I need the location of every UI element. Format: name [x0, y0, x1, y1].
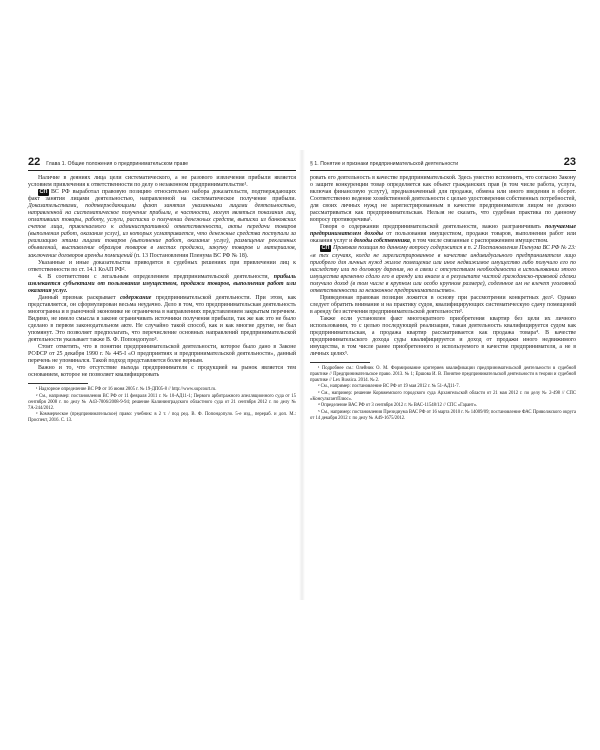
footnote-rule — [28, 383, 88, 384]
paragraph: Наличие в деяниях лица цели систематического, а не разового извлечения прибыли является условием привлечения к ответственности по делу о незаконном предпринимательстве¹. — [28, 175, 296, 189]
right-page-number: 23 — [563, 156, 576, 168]
sp-badge: СП — [321, 245, 330, 252]
footnote-rule — [310, 362, 370, 363]
book-spread — [22, 150, 582, 600]
right-body-text — [310, 175, 576, 358]
paragraph: Указанные и иные доказательства приводятся в судебных решениях при привлечении лиц к ответственности по ст. 14.1 КоАП РФ². — [28, 259, 296, 273]
left-running-header — [28, 156, 296, 171]
paragraph: ровать его деятельность в качестве предпринимательской. Здесь уместно вспомнить, что согласно Закону о защите конкуренции товар определяется как объект гражданских прав (в том числе работа, услуга, включая финансовую услугу), предназначенный для продажи, обмена или иного введения в оборот. Соответственно ведение хозяйственной деятельности с целью удостоверения собственных потребностей, для своих личных нужд не зарегистрированным в качестве предпринимателя лицом не должно рассматриваться как предпринимательская. Нельзя не сказать, что судебная практика по данному вопросу противоречива¹. — [310, 175, 576, 224]
right-running-header — [310, 156, 576, 171]
paragraph: 4. В соответствии с легальным определением предпринимательской деятельности, прибыль извлекается субъектами от пользования имуществом, продажи товаров, выполнения работ или оказания услуг. — [28, 273, 296, 294]
footnote: ⁴ Определение ВАС РФ от 3 сентября 2012 г. № ВАС-11548/12 // СПС «Гарант». — [318, 403, 478, 409]
right-footnotes — [310, 362, 576, 421]
right-running-title: § 1. Понятие и признаки предпринимательской деятельности — [310, 161, 459, 167]
paragraph: Говоря о содержании предпринимательской деятельности, важно разграничивать получаемые предпринимателем доходы от пользования имуществом, продажи товаров, выполнения работ или оказания услуг и доходы собственника, в том числе связанные с распоряжением имуществом. — [310, 224, 576, 245]
left-page — [22, 150, 302, 600]
footnote: ⁵ См., например: постановления Президиума ВАС РФ от 16 марта 2010 г. № 14009/09; постановление ФАС Приволжского округа от 14 декабря 2012 г. по делу № А49-1675/2012. — [310, 409, 576, 421]
book-gutter-shadow — [299, 150, 305, 600]
sp-badge: СП — [39, 189, 48, 196]
paragraph: Также если установлен факт многократного приобретения квартир без цели их личного использования, то с целью последующей реализации, такая деятельность квалифицируется судом как предпринимательская, а продажа квартир рассматривается как продажа товара⁴. В качестве предпринимательского дохода суды квалифицируется и доход от продажи иного недвижимого имущества, в том числе ранее приобретенного и используемого в качестве предпринимателя, а не в личных целях⁵. — [310, 315, 576, 358]
footnote: ² См., например: постановления ВС РФ от 11 февраля 2011 г. № 10-АД11-1; Первого арбитражного апелляционного суда от 15 сентября 2008 г. по делу № А43-7006/2008-9-94; решение Калининградского областного суда от 21 сентября 2012 г. по делу № 7А-244/2012. — [28, 393, 296, 411]
left-footnotes — [28, 383, 296, 423]
left-running-title: Глава 1. Общие положения о предпринимательском праве — [46, 161, 189, 167]
paragraph: Приведенная правовая позиция ложится в основу при рассмотрении конкретных дел². Однако следует обратить внимание и на практику судов, квалифицирующих систематическую сдачу помещений в аренду без истечения предпринимательской деятельности³. — [310, 294, 576, 315]
left-page-number: 22 — [28, 156, 41, 168]
left-body-text — [28, 175, 296, 379]
footnote: ¹ Надзорное определение ВС РФ от 16 июня 2005 г. № 19-ДП05-8 // http://www.supcourt.ru. — [36, 387, 217, 393]
paragraph: СП ВС РФ выработал правовую позицию относительно набора доказательств, подтверждающих факт занятия лицами деятельностью, направленной на систематическое получение прибыли. Доказательствами, подтверждающими факт занятия указанными лицами деятельностью, направленной на систематическое получение прибыли, в частности, могут являться показания лиц, оплативших товары, работу, услуги, расписки о получении денежных средств, выписки из банковских счетов лица, привлекаемого к административной ответственности, акты передачи товаров (выполнения работ, оказания услуг), из которых усматривается, что денежные средства поступали за реализацию этими лицами товаров (выполнение работ, оказание услуг), размещение рекламных объявлений, выставление образцов товаров в местах продажи, закупку товаров и материалов, заключение договоров аренды помещений (п. 13 Постановления Пленума ВС РФ № 18). — [28, 189, 296, 259]
paragraph: Стоит отметить, что в понятии предпринимательской деятельности, которое было дано в Законе РСФСР от 25 декабря 1990 г. № 445-I «О предприятиях и предпринимательской деятельности», данный перечень не упоминался. Такой подход представляется более верным. — [28, 344, 296, 365]
paragraph: Важно и то, что отсутствие выхода предпринимателя с продукцией на рынок является тем основанием, которое не позволяет квалифицировать — [28, 365, 296, 379]
footnote: ² См., например: постановление ВС РФ от 19 мая 2012 г. № 51-АД11-7. — [318, 384, 460, 390]
paragraph: СП Правовая позиция по данному вопросу содержится в п. 2 Постановления Пленума ВС РФ № 23: «в тех случаях, когда не зарегистрированное в качестве индивидуального предпринимателя лицо приобрело для личных нужд жилое помещение или иное недвижимое имущество либо получило его по наследству или по договору дарения, но в связи с отсутствием необходимости в использовании этого имущества временно сдало его в аренду или внаем и в результате чистой гражданско-правовой сделки получило доход (в том числе в крупном или особо крупном размере), содеянное им не влечет уголовной ответственности за незаконное предпринимательство». — [310, 245, 576, 294]
footnote: ³ Коммерческое (предпринимательское) право: учебник: в 2 т. / под ред. В. Ф. Попондопуло. 5-е изд., перераб. и доп. М.: Проспект, 2016. С. 13. — [28, 412, 296, 423]
right-page — [302, 150, 582, 600]
paragraph: Данный признак раскрывает содержание предпринимательской деятельности. При этом, как представляется, он сформулирован весьма неудачно. Дело в том, что предпринимательская деятельность многогранна и в рыночной экономике не ограничена в направлениях представлением закрытым перечнем. Видимо, не имело смысла в законе ограничивать источники получения прибыли, так же как это не было сделано в первом законодательном акте. Не случайно такой способ, как и как многие другие, не был упомянут. Это позволяет предполагать, что перечисление основных направлений предпринимательской деятельности указывает также В. Ф. Попондопуло³. — [28, 294, 296, 344]
footnote: ¹ Подробнее см.: Олейник О. М. Формирование критериев квалификации предпринимательской деятельности в судебной практике // Предпринимательское право. 2013. № 1; Ершова И. В. Понятие предпринимательской деятельности в теории и судебной практике // Lex Russica. 2014. № 2. — [310, 366, 576, 383]
footnote: ³ См., например: решение Коряжемского городского суда Архангельской области от 21 мая 2012 г. по делу № 2-498 // СПС «КонсультантПлюс». — [310, 391, 576, 402]
